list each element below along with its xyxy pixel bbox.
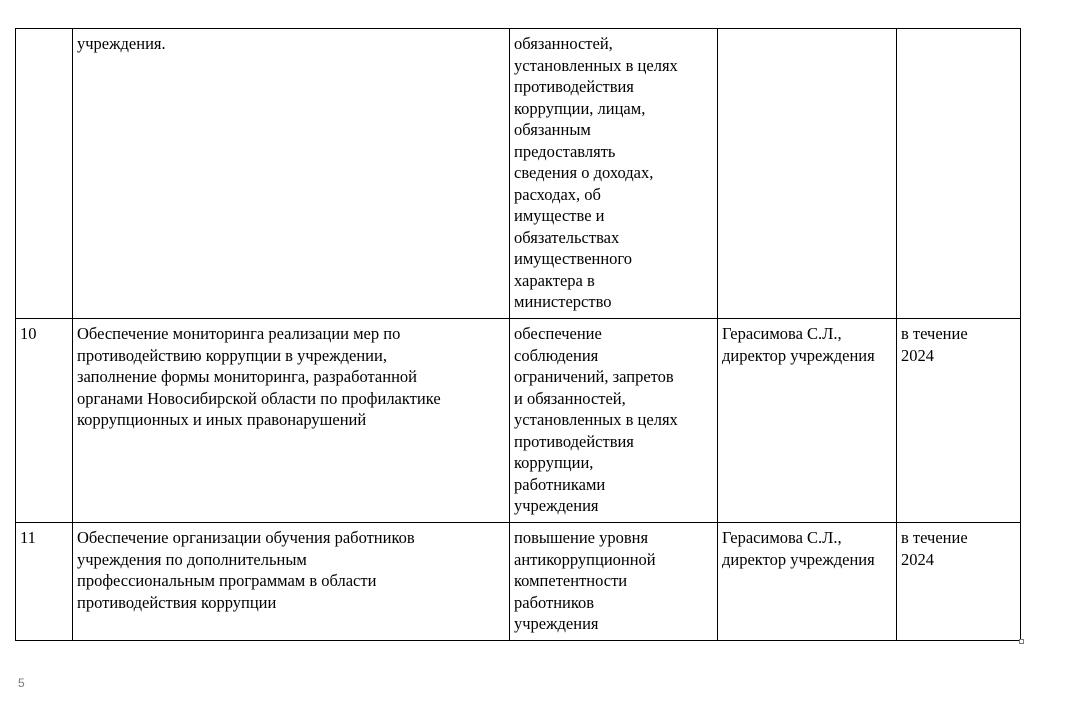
table-resize-handle[interactable] (1019, 639, 1024, 644)
responsible-text: Герасимова С.Л., директор учреждения (722, 528, 875, 569)
responsible-cell (718, 319, 897, 523)
responsible-cell (718, 523, 897, 641)
term-cell (897, 319, 1021, 523)
term-text: в течение 2024 (901, 528, 968, 569)
term-cell (897, 523, 1021, 641)
result-cell (510, 29, 718, 319)
result-text: обеспечение соблюдения ограничений, запретов и обязанностей, установленных в целях противодействия коррупции, работниками учреждения (514, 324, 678, 515)
responsible-text: Герасимова С.Л., директор учреждения (722, 324, 875, 365)
activity-cell (73, 523, 510, 641)
result-text: повышение уровня антикоррупционной компетентности работников учреждения (514, 528, 656, 633)
row-number: 10 (20, 324, 37, 343)
responsible-cell (718, 29, 897, 319)
result-cell (510, 319, 718, 523)
activity-text: Обеспечение организации обучения работников учреждения по дополнительным профессиональным программам в области противодействия коррупции (77, 528, 415, 612)
result-text: обязанностей, установленных в целях противодействия коррупции, лицам, обязанным предоставлять сведения о доходах, расходах, об имуществе и обязательствах имущественного характера в министерство (514, 34, 678, 311)
table-row (16, 319, 1021, 523)
page-number: 5 (18, 676, 25, 690)
table-row (16, 523, 1021, 641)
anticorruption-plan-table (15, 28, 1021, 641)
term-text: в течение 2024 (901, 324, 968, 365)
term-cell (897, 29, 1021, 319)
activity-text: Обеспечение мониторинга реализации мер по противодействию коррупции в учреждении, заполнение формы мониторинга, разработанной органами Новосибирской области по профилактике коррупционных и иных правонарушений (77, 324, 441, 429)
activity-cell (73, 29, 510, 319)
row-number-cell (16, 319, 73, 523)
table-row (16, 29, 1021, 319)
row-number-cell (16, 523, 73, 641)
row-number-cell (16, 29, 73, 319)
activity-text: учреждения. (77, 34, 166, 53)
result-cell (510, 523, 718, 641)
activity-cell (73, 319, 510, 523)
row-number: 11 (20, 528, 36, 547)
